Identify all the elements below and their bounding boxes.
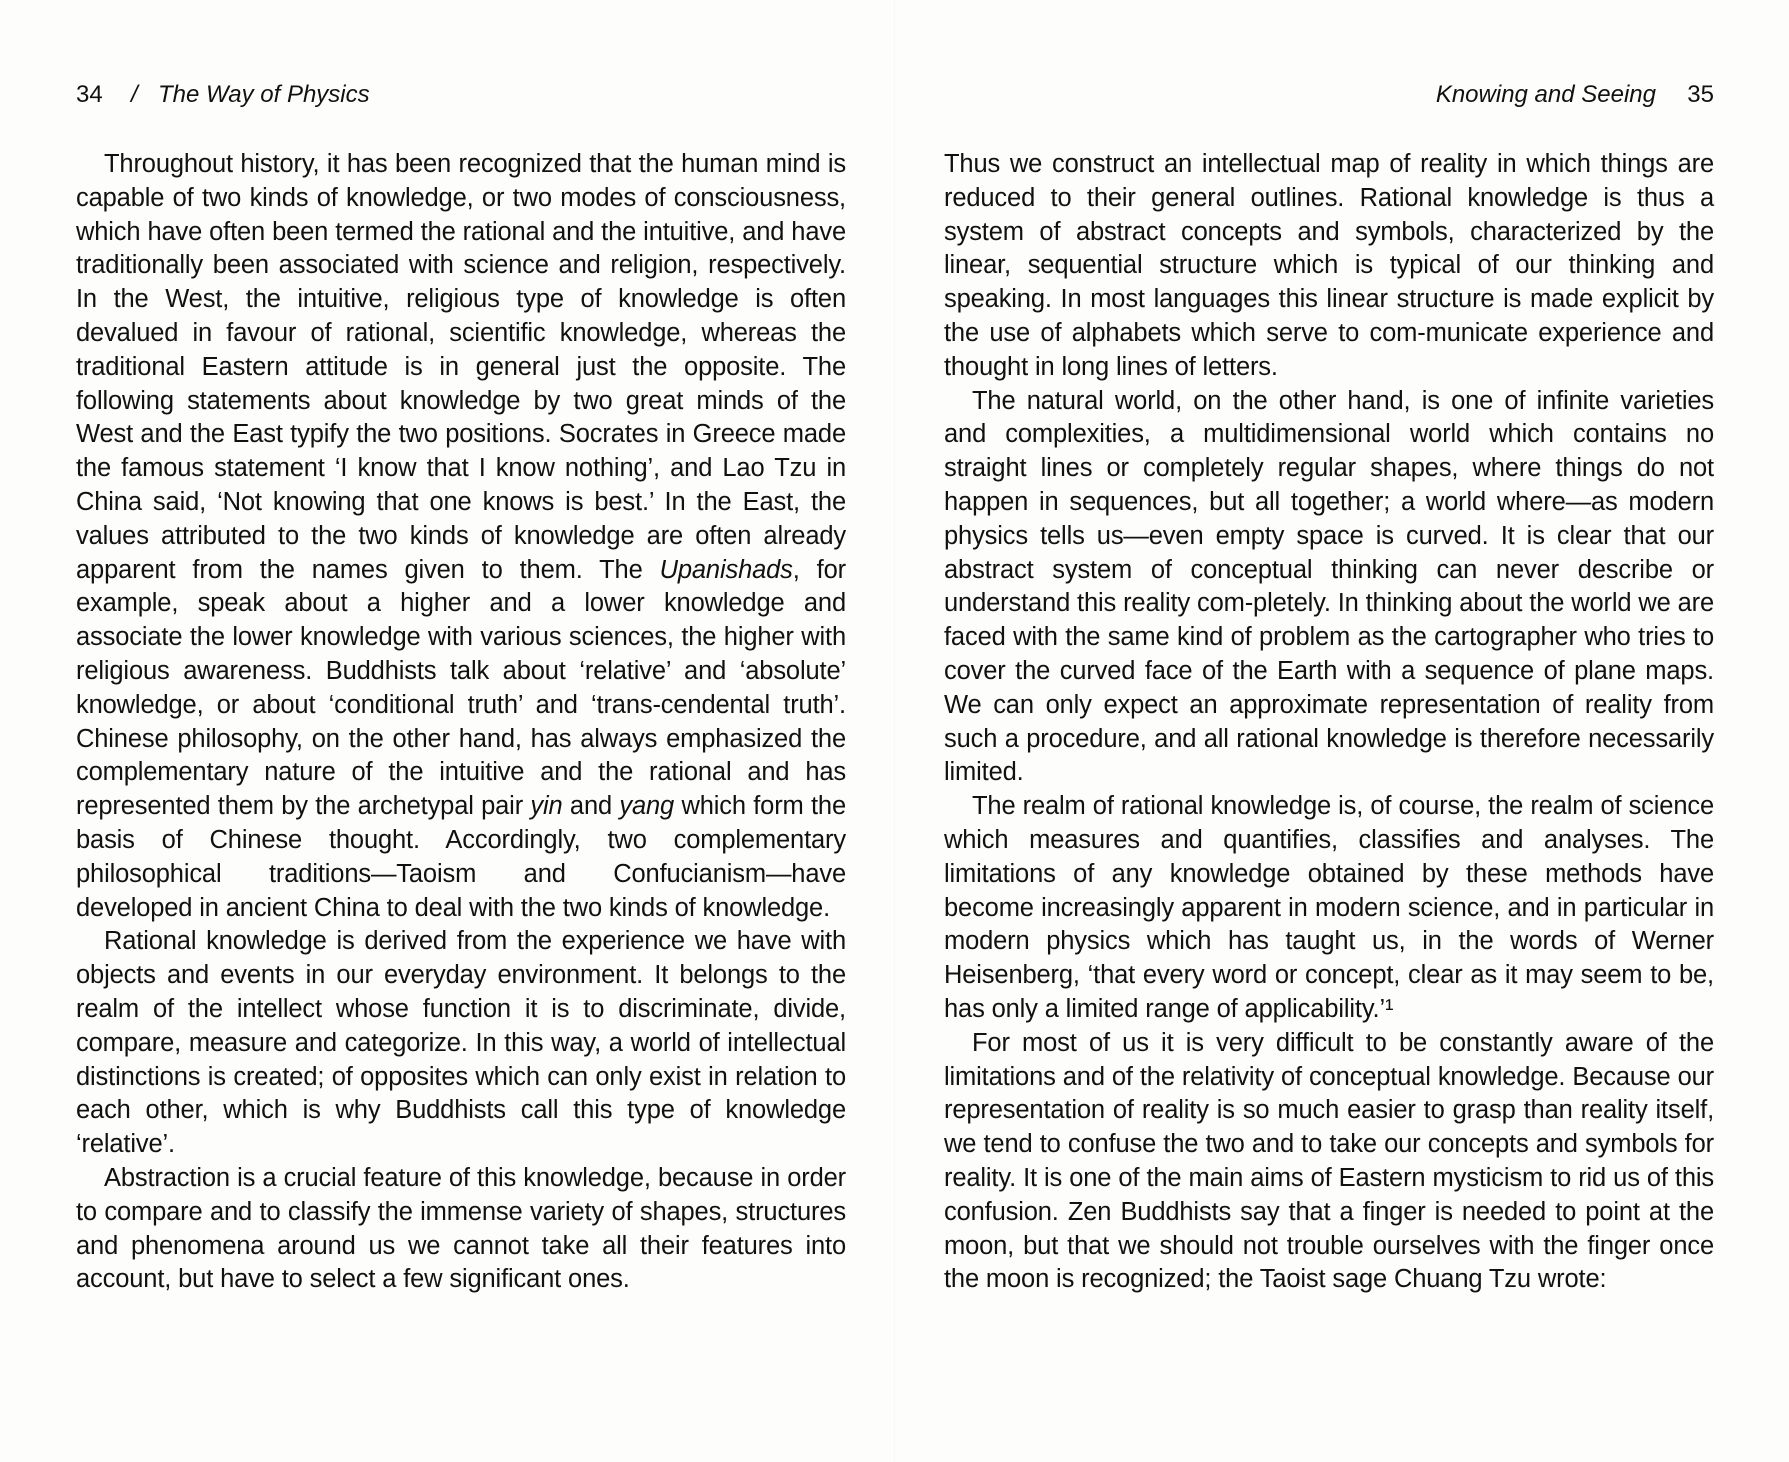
page-number-left: 34: [76, 81, 103, 108]
left-running-head: [76, 78, 846, 116]
paragraph: [944, 1027, 1714, 1297]
text-run: Throughout history, it has been recognized that the human mind is capable of two kinds of knowledge, or two modes of consciousness, which have often been termed the rational and the intuitive, and have traditionally been associated with science and religion, respectively. In the West, the intuitive, religious type of knowledge is often devalued in favour of rational, scientific knowledge, whereas the traditional Eastern attitude is in general just the opposite. The following statements about knowledge by two great minds of the West and the East typify the two positions. Socrates in Greece made the famous statement ‘I know that I know nothing’, and Lao Tzu in China said, ‘Not knowing that one knows is best.’ In the East, the values attributed to the two kinds of knowledge are often already apparent from the names given to them. The: [76, 150, 846, 584]
text-run: Abstraction is a crucial feature of this knowledge, because in order to compare and to classify the immense variety of shapes, structures and phenomena around us we cannot take all their features into account, but have to select a few significant ones.: [76, 1163, 846, 1294]
gutter: [894, 0, 895, 1462]
running-title-right: Knowing and Seeing: [1435, 81, 1656, 108]
left-body-text: [76, 148, 846, 1297]
running-title-left: The Way of Physics: [158, 81, 370, 108]
page-number-right: 35: [1687, 81, 1714, 108]
right-page: [944, 78, 1714, 1297]
italic-term: yin: [530, 792, 563, 821]
text-run: The realm of rational knowledge is, of course, the realm of science which measures and quantifies, classifies and analyses. The limitations of any knowledge obtained by these methods have become increasingly apparent in modern science, and in particular in modern physics which has taught us, in the words of Werner Heisenberg, ‘that every word or concept, clear as it may seem to be, has only a limited range of applicability.’¹: [944, 792, 1714, 1023]
paragraph: [944, 385, 1714, 791]
text-run: For most of us it is very difficult to be constantly aware of the limitations and of the relativity of conceptual knowledge. Because our representation of reality is so much easier to grasp than reality itself, we tend to confuse the two and to take our concepts and symbols for reality. It is one of the main aims of Eastern mysticism to rid us of this confusion. Zen Buddhists say that a finger is needed to point at the moon, but that we should not trouble ourselves with the finger once the moon is recognized; the Taoist sage Chuang Tzu wrote:: [944, 1028, 1714, 1294]
text-run: Rational knowledge is derived from the experience we have with objects and events in our everyday environment. It belongs to the realm of the intellect whose function it is to discriminate, divide, compare, measure and categorize. In this way, a world of intellectual distinctions is created; of opposites which can only exist in relation to each other, which is why Buddhists call this type of knowledge ‘relative’.: [76, 927, 846, 1159]
text-run: Thus we construct an intellectual map of reality in which things are reduced to their general outlines. Rational knowledge is thus a system of abstract concepts and symbols, characterized by the linear, sequential structure which is typical of our thinking and speaking. In most languages this linear structure is made explicit by the use of alphabets which serve to com-municate experience and thought in long lines of letters.: [944, 150, 1714, 381]
paragraph: [76, 1162, 846, 1297]
text-run: The natural world, on the other hand, is one of infinite varieties and complexities, a multidimensional world which contains no straight lines or completely regular shapes, where things do not happen in sequences, but all together; a world where—as modern physics tells us—even empty space is curved. It is clear that our abstract system of conceptual thinking can never describe or understand this reality com-pletely. In thinking about the world we are faced with the same kind of problem as the cartographer who tries to cover the curved face of the Earth with a sequence of plane maps. We can only expect an approximate representation of reality from such a procedure, and all rational knowledge is therefore necessarily limited.: [944, 386, 1714, 787]
text-run: , for example, speak about a higher and a lower knowledge and associate the lower knowledge with various sciences, the higher with religious awareness. Buddhists talk about ‘relative’ and ‘absolute’ knowledge, or about ‘conditional truth’ and ‘trans-cendental truth’. Chinese philosophy, on the other hand, has always emphasized the complementary nature of the intuitive and the rational and has represented them by the archetypal pair: [76, 555, 846, 821]
paragraph: [76, 148, 846, 925]
italic-term: yang: [619, 792, 675, 821]
text-run: which form the basis of Chinese thought. Accordingly, two complementary philosophical traditions—Taoism and Confucianism—have developed in ancient China to deal with the two kinds of knowledge.: [76, 792, 846, 922]
paragraph: [944, 148, 1714, 385]
right-running-head: [944, 78, 1714, 116]
left-page: [76, 78, 846, 1297]
right-body-text: [944, 148, 1714, 1297]
paragraph: [76, 925, 846, 1162]
paragraph: [944, 790, 1714, 1027]
text-run: and: [562, 792, 620, 821]
italic-term: Upanishads: [659, 555, 793, 584]
running-head-separator: /: [131, 81, 138, 108]
